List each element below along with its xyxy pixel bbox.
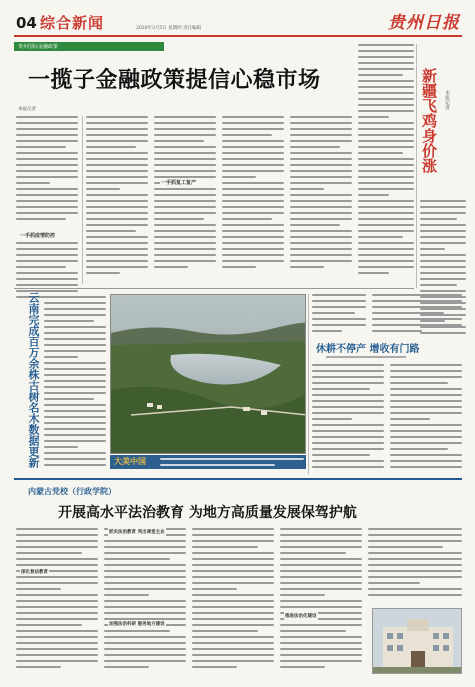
lead-headline: 一揽子金融政策提信心稳市场 — [28, 68, 321, 93]
bottom-headline: 开展高水平法治教育 为地方高质量发展保驾护航 — [58, 505, 357, 521]
lead-column-4 — [222, 116, 284, 281]
mid-right-column — [312, 294, 366, 334]
lead-column-1 — [16, 116, 78, 228]
bottom-subhead-4: 深化普法教育 — [21, 570, 48, 575]
bottom-kicker: 内蒙古党校（行政学院） — [28, 487, 116, 496]
bottom-subhead-2: 加强法治科研 服务地方建设 — [109, 622, 165, 627]
lead-byline: 本报记者 — [18, 107, 36, 112]
bottom-column-5 — [368, 528, 462, 604]
bottom-column-3 — [192, 528, 274, 678]
yunnan-title: 云南完成百万余株古树名木数据更新 — [27, 292, 40, 468]
masthead-logo: 贵州日报 — [388, 13, 460, 33]
landscape-photo-image — [111, 295, 306, 454]
middle-rule — [14, 288, 414, 289]
divider — [416, 44, 417, 288]
small-right-column-2 — [390, 364, 462, 472]
bottom-column-1 — [16, 528, 98, 678]
bottom-column-4 — [280, 528, 362, 678]
lead-column-5 — [290, 116, 352, 281]
right-top-column — [358, 44, 414, 284]
bottom-section-rule — [14, 478, 462, 480]
small-right-column-1 — [312, 364, 384, 472]
section-title: 综合新闻 — [40, 14, 105, 32]
divider — [82, 116, 83, 284]
page-number: 04 — [16, 14, 37, 32]
bottom-column-2 — [104, 528, 186, 678]
header-rule — [14, 35, 462, 37]
right-article-title: 新疆飞鸡身价涨 — [420, 68, 438, 173]
building-photo — [372, 608, 462, 674]
right-article-byline: 本报记者 — [444, 90, 450, 110]
lead-column-3 — [154, 116, 216, 281]
lead-kicker: 贵州国际金融政策 — [18, 44, 59, 50]
mid-right-column-2 — [372, 294, 462, 334]
lead-column-2 — [86, 116, 148, 281]
photo-caption — [160, 458, 304, 470]
yunnan-column — [44, 296, 106, 472]
lead-subhead-2: 一手抓复工复产 — [161, 180, 197, 186]
small-right-title: 休耕不停产 增收有门路 — [316, 344, 420, 355]
small-right-byline — [326, 356, 406, 358]
landscape-photo — [110, 294, 306, 454]
building-photo-image — [373, 609, 462, 674]
bottom-subhead-3: 推进法治化建设 — [285, 614, 317, 619]
page-header — [0, 0, 475, 48]
lead-subhead-1: 一手抓疫情防控 — [20, 233, 56, 239]
bottom-subhead-1: 抓实法治教育 突出课堂主业 — [109, 530, 165, 535]
date-line: 2020年3月5日 星期四 责任编辑 — [136, 26, 202, 31]
photo-banner-label: 大美中国 — [114, 457, 146, 466]
divider — [308, 294, 309, 474]
